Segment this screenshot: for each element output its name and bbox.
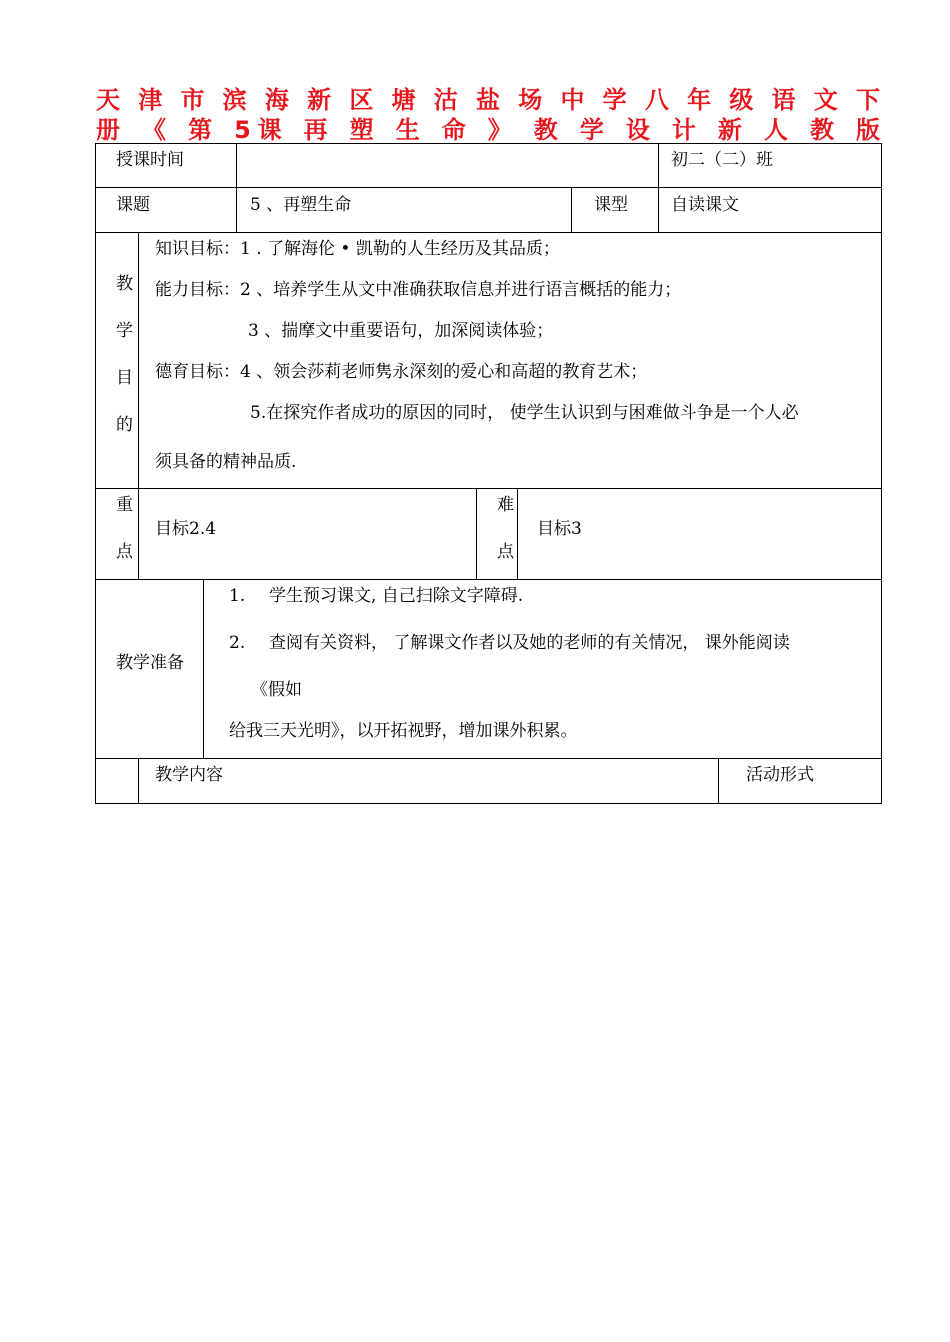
col-divider (203, 579, 204, 758)
objective-ability-2: 3 、揣摩文中重要语句，加深阅读体验； (248, 321, 554, 341)
row-divider (95, 758, 882, 759)
col-divider (517, 488, 518, 579)
col-divider (236, 143, 237, 232)
row-divider (95, 187, 882, 188)
type-label: 课型 (594, 195, 628, 215)
col-divider (658, 187, 659, 232)
prep-item2-cont1: 《假如 (251, 680, 302, 700)
difficult-label-char: 点 (497, 542, 514, 562)
col-divider (718, 758, 719, 804)
col-divider (138, 758, 139, 804)
objectives-label-char: 的 (116, 415, 133, 435)
topic-value: 5 、再塑生命 (250, 195, 352, 215)
document-title-line-2: 册 《 第 5课 再 塑 生 命 》 教 学 设 计 新 人 教 版 (96, 116, 880, 144)
topic-label: 课题 (116, 195, 150, 215)
objective-ability-1: 能力目标：2 、培养学生从文中准确获取信息并进行语言概括的能力； (155, 280, 682, 300)
prep-item2-num: 2. (229, 633, 246, 653)
document-title-line-1: 天 津 市 滨 海 新 区 塘 沽 盐 场 中 学 八 年 级 语 文 下 (96, 86, 880, 114)
objectives-label-char: 教 (116, 274, 133, 294)
prep-item1-text: 学生预习课文, 自己扫除文字障碍. (269, 586, 524, 606)
class-value: 初二（二）班 (671, 150, 773, 170)
key-label-char: 重 (116, 495, 133, 515)
row-divider (95, 488, 882, 489)
key-label-char: 点 (116, 542, 133, 562)
time-label: 授课时间 (116, 150, 184, 170)
prep-label: 教学准备 (116, 653, 184, 673)
difficult-label-char: 难 (497, 495, 514, 515)
content-label: 教学内容 (155, 765, 223, 785)
difficult-value: 目标3 (537, 519, 582, 539)
objectives-label-char: 学 (116, 321, 133, 341)
type-value: 自读课文 (671, 195, 739, 215)
objective-item5-line2: 须具备的精神品质. (155, 452, 297, 472)
col-divider (658, 143, 659, 187)
col-divider (138, 232, 139, 488)
prep-item2-text: 查阅有关资料， 了解课文作者以及她的老师的有关情况， 课外能阅读 (269, 633, 790, 653)
row-divider (95, 232, 882, 233)
col-divider (571, 187, 572, 232)
key-value: 目标2.4 (155, 519, 217, 539)
activity-label: 活动形式 (746, 765, 814, 785)
col-divider (138, 488, 139, 579)
objectives-label-char: 目 (116, 368, 133, 388)
objective-moral: 德育目标：4 、领会莎莉老师隽永深刻的爱心和高超的教育艺术； (155, 362, 648, 382)
prep-item2-cont2: 给我三天光明》，以开拓视野，增加课外积累。 (229, 721, 578, 741)
row-divider (95, 579, 882, 580)
prep-item1-num: 1. (229, 586, 246, 606)
col-divider (476, 488, 477, 579)
objective-item5-line1: 5.在探究作者成功的原因的同时， 使学生认识到与困难做斗争是一个人必 (250, 403, 799, 423)
objective-knowledge: 知识目标：1 . 了解海伦 • 凯勒的人生经历及其品质； (155, 239, 560, 259)
